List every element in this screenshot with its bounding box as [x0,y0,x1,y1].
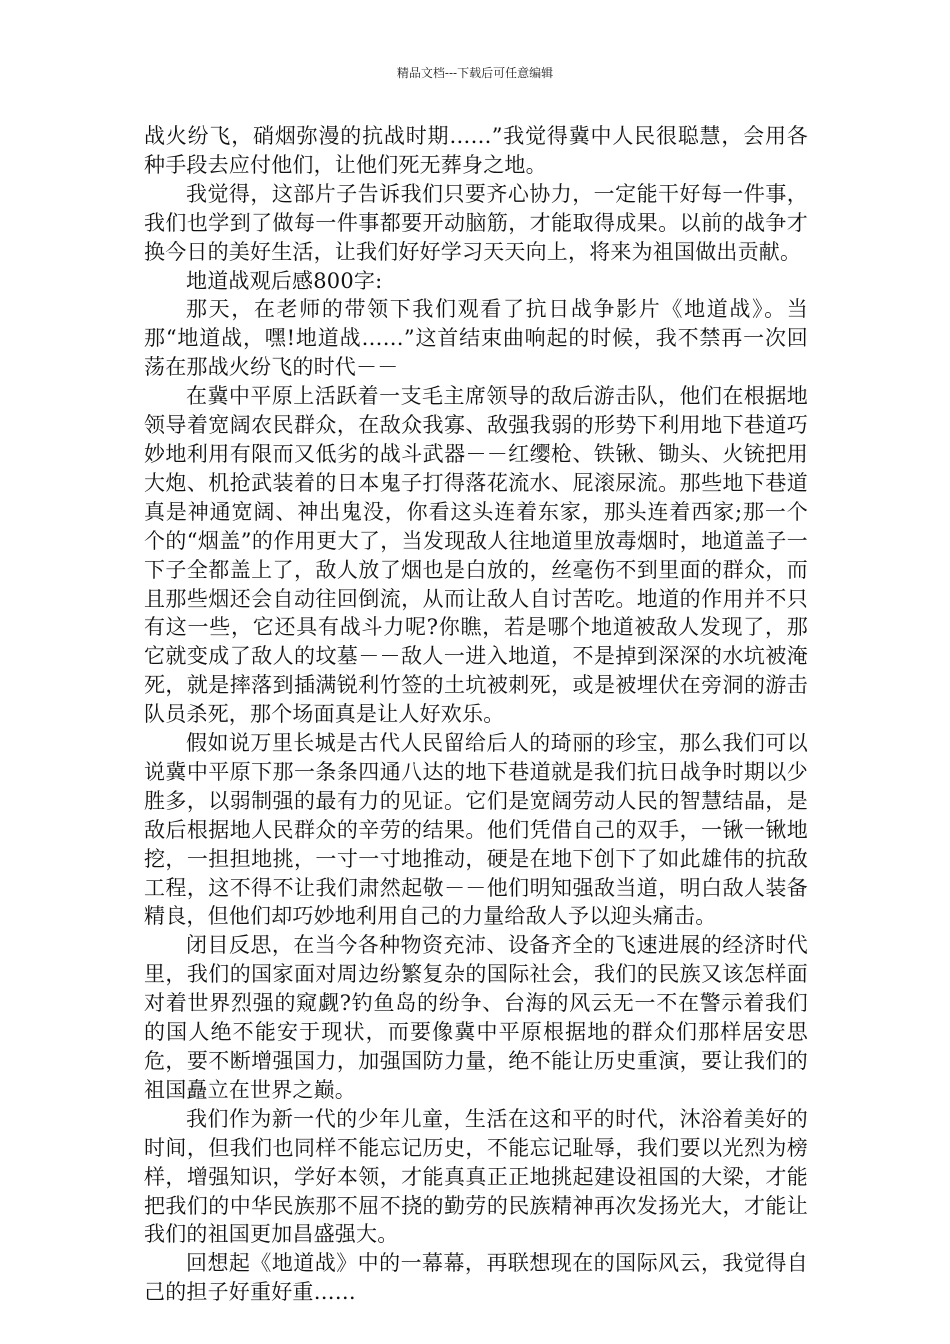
paragraph-8: 回想起《地道战》中的一幕幕，再联想现在的国际风云，我觉得自己的担子好重好重…… [144,1251,808,1305]
paragraph-6: 闭目反思，在当今各种物资充沛、设备齐全的飞速进展的经济时代里，我们的国家面对周边纷繁复杂的国际社会，我们的民族又该怎样面对着世界烈强的窥觑?钓鱼岛的纷争、台海的风云无一不在警示着我们的国人绝不能安于现状，而要像冀中平原根据地的群众们那样居安思危，要不断增强国力，加强国防力量，绝不能让历史重演，要让我们的祖国矗立在世界之巅。 [144,933,808,1102]
page-header: 精品文档---下载后可任意编辑 [396,66,554,80]
document-body [144,122,808,1307]
section-heading: 地道战观后感800字: [186,268,383,293]
paragraph-3: 那天，在老师的带领下我们观看了抗日战争影片《地道战》。当那“地道战，嘿!地道战……”这首结束曲响起的时候，我不禁再一次回荡在那战火纷飞的时代－－ [144,297,808,380]
paragraph-2: 我觉得，这部片子告诉我们只要齐心协力，一定能干好每一件事，我们也学到了做每一件事都要开动脑筋，才能取得成果。以前的战争才换今日的美好生活，让我们好好学习天天向上，将来为祖国做出贡献。 [144,181,808,264]
paragraph-5: 假如说万里长城是古代人民留给后人的琦丽的珍宝，那么我们可以说冀中平原下那一条条四通八达的地下巷道就是我们抗日战争时期以少胜多，以弱制强的最有力的见证。它们是宽阔劳动人民的智慧结晶，是敌后根据地人民群众的辛劳的结果。他们凭借自己的双手，一锹一锹地挖，一担担地挑，一寸一寸地推动，硬是在地下创下了如此雄伟的抗敌工程，这不得不让我们肃然起敬－－他们明知强敌当道，明白敌人装备精良，但他们却巧妙地利用自己的力量给敌人予以迎头痛击。 [144,731,808,929]
paragraph-7: 我们作为新一代的少年儿童，生活在这和平的时代，沐浴着美好的时间，但我们也同样不能忘记历史，不能忘记耻辱，我们要以光烈为榜样，增强知识，学好本领，才能真真正正地挑起建设祖国的大梁，才能把我们的中华民族那不屈不挠的勤劳的民族精神再次发扬光大，才能让我们的祖国更加昌盛强大。 [144,1106,808,1247]
paragraph-1: 战火纷飞，硝烟弥漫的抗战时期……”我觉得冀中人民很聪慧，会用各种手段去应付他们，让他们死无葬身之地。 [144,124,808,177]
paragraph-4: 在冀中平原上活跃着一支毛主席领导的敌后游击队，他们在根据地领导着宽阔农民群众，在敌众我寡、敌强我弱的形势下利用地下巷道巧妙地利用有限而又低劣的战斗武器－－红缨枪、铁锹、锄头、火铳把用大炮、机抢武装着的日本鬼子打得落花流水、屁滚尿流。那些地下巷道真是神通宽阔、神出鬼没，你看这头连着东家，那头连着西家;那一个个的“烟盖”的作用更大了，当发现敌人往地道里放毒烟时，地道盖子一下子全都盖上了，敌人放了烟也是白放的，丝毫伤不到里面的群众，而且那些烟还会自动往回倒流，从而让敌人自讨苦吃。地道的作用并不只有这一些，它还具有战斗力呢?你瞧，若是哪个地道被敌人发现了，那它就变成了敌人的坟墓－－敌人一进入地道，不是掉到深深的水坑被淹死，就是摔落到插满锐利竹签的土坑被刺死，或是被埋伏在旁洞的游击队员杀死，那个场面真是让人好欢乐。 [144,384,808,727]
